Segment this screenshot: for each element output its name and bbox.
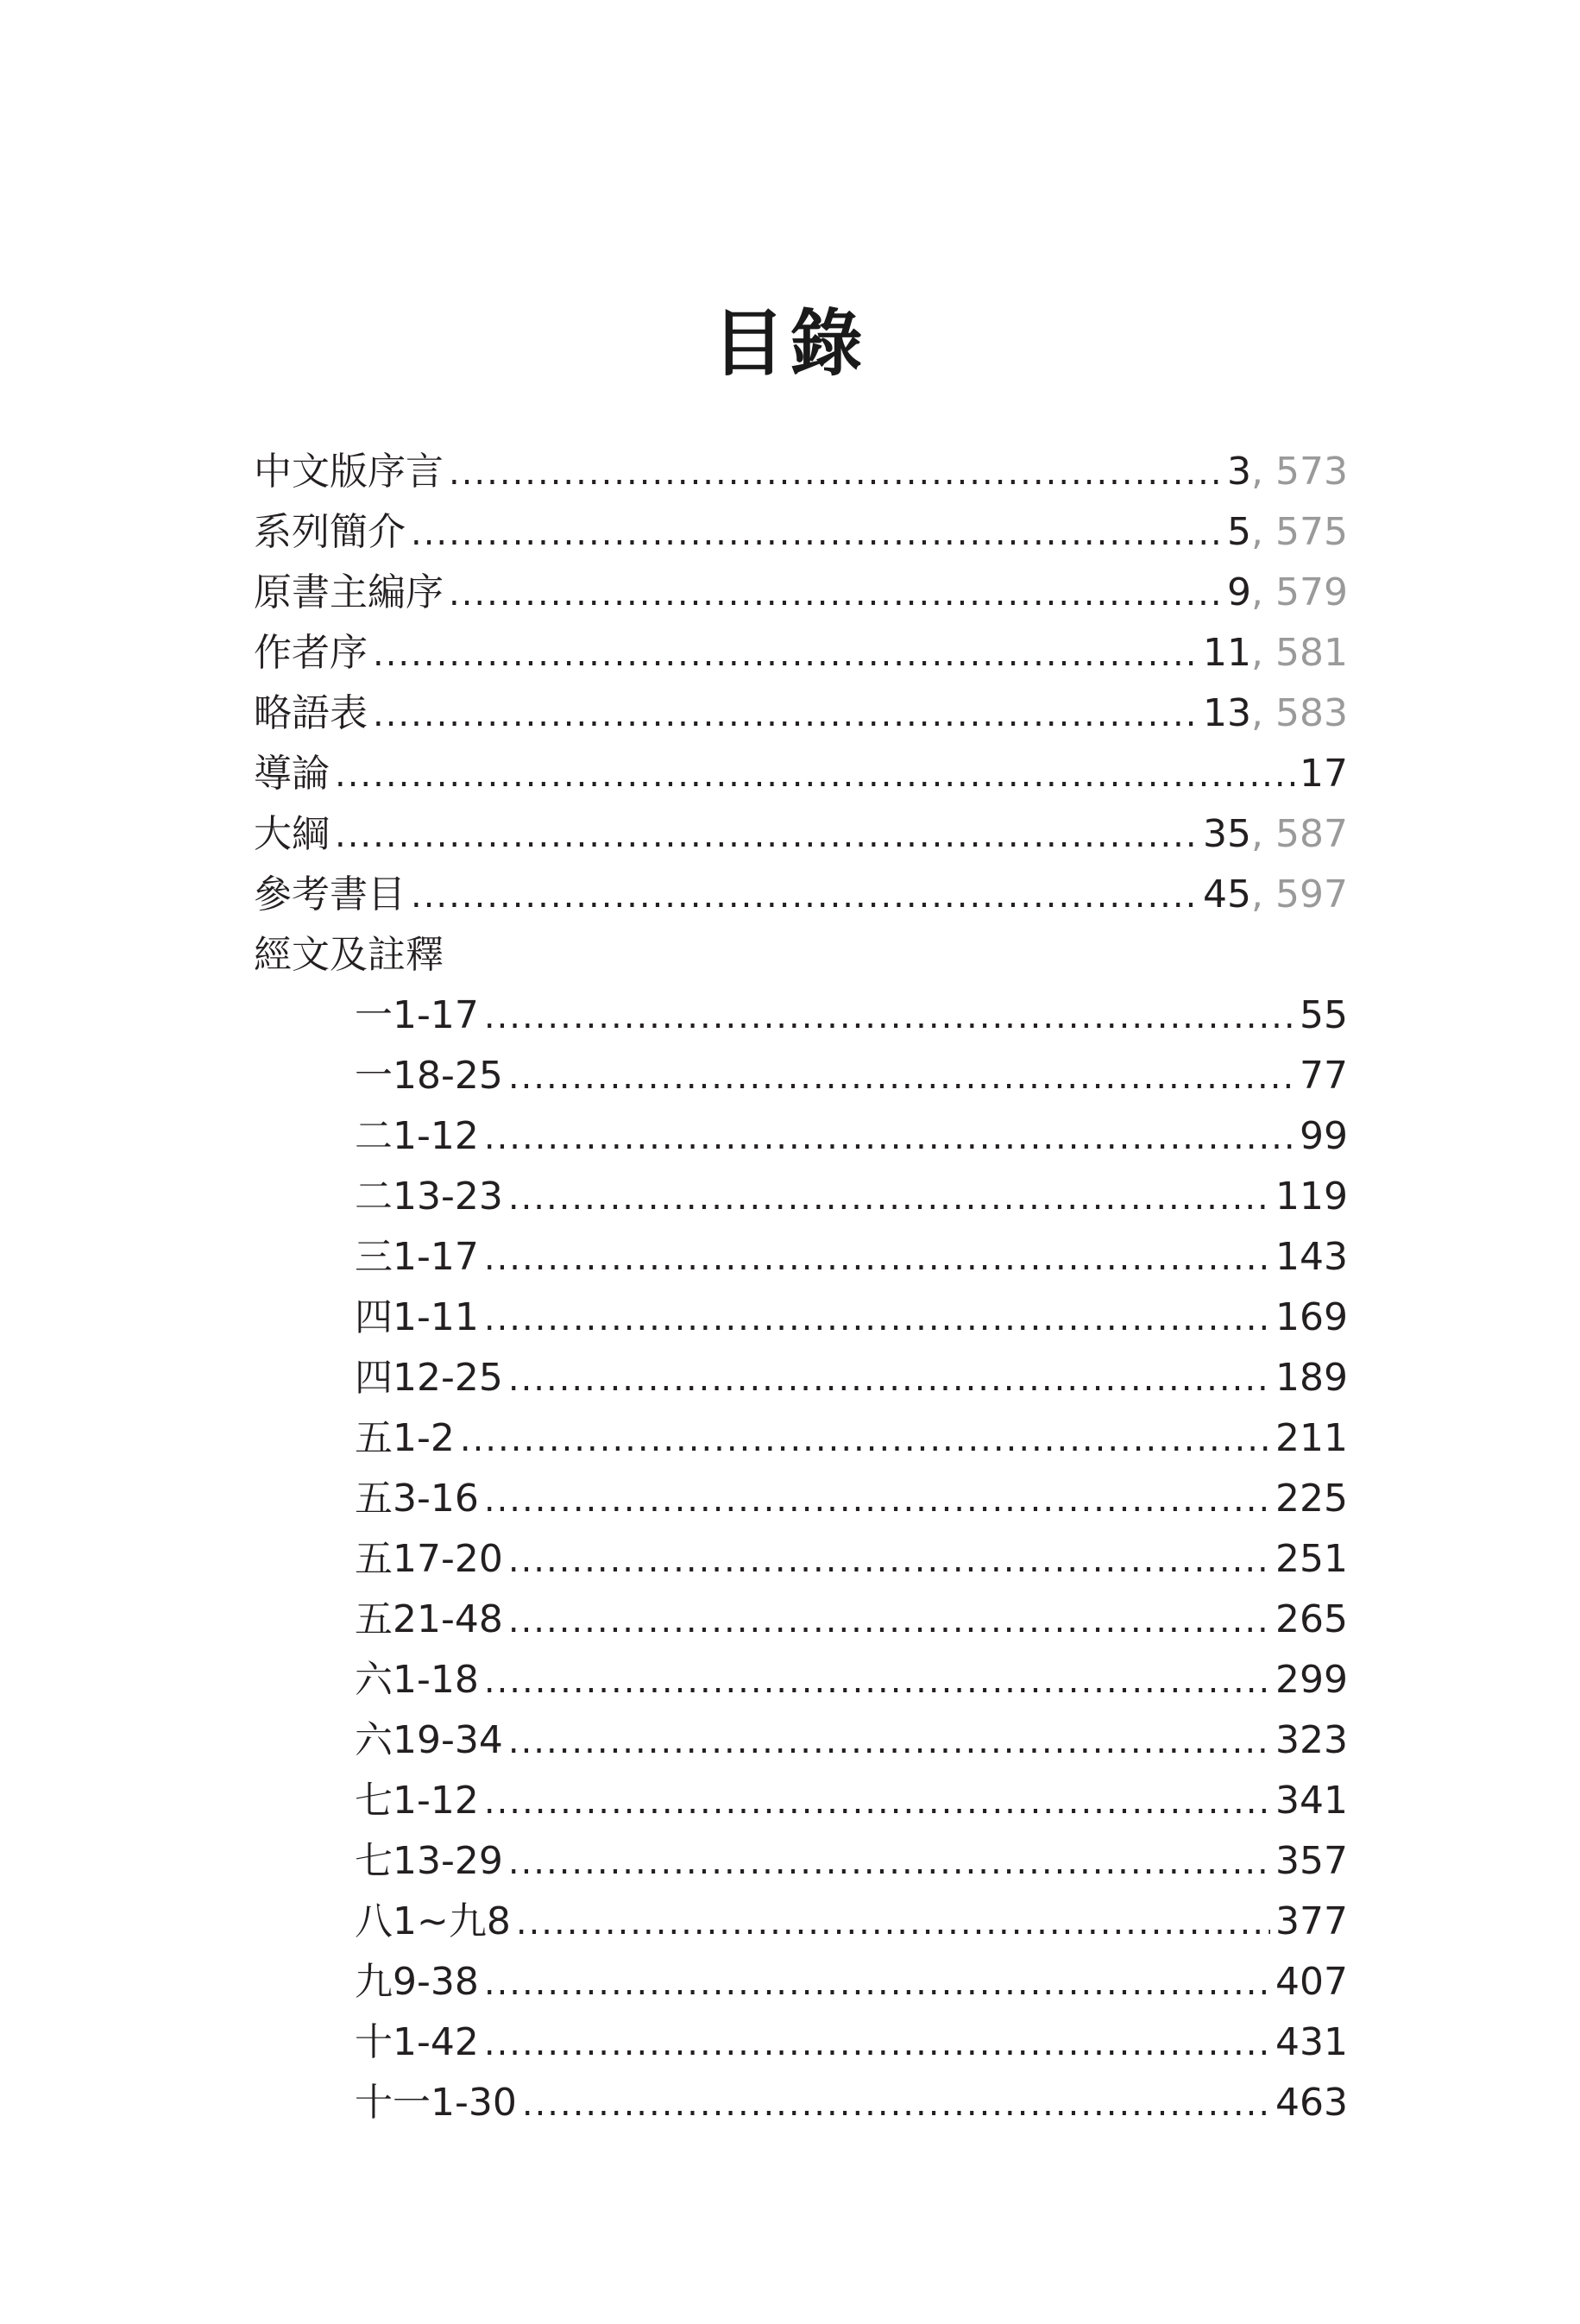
toc-sub-entry — [254, 1348, 1348, 1408]
toc-entry-alt-page: 583 — [1275, 691, 1348, 735]
toc-sub-entry — [254, 1952, 1348, 2012]
toc-sub-entry-label: 四1-11 — [355, 1295, 479, 1339]
toc-entry — [254, 623, 1348, 683]
toc-entry — [254, 563, 1348, 623]
toc-sub-entry — [254, 1469, 1348, 1529]
toc-sub-entry — [254, 1831, 1348, 1892]
dot-leader — [484, 1288, 1270, 1349]
dot-leader — [484, 1228, 1270, 1288]
toc-entry-label: 中文版序言 — [254, 450, 444, 494]
toc-sub-entry-page: 119 — [1275, 1175, 1348, 1219]
toc-sub-entry-label: 十一1-30 — [355, 2081, 517, 2125]
toc-sub-entry-page: 463 — [1275, 2081, 1348, 2125]
toc-sub-entry-label: 八1~九8 — [355, 1899, 511, 1943]
toc-entry — [254, 865, 1348, 925]
toc-section-label: 經文及註釋 — [254, 933, 444, 977]
toc-entry-page: 11 — [1203, 631, 1252, 675]
toc-sub-entry-label: 五1-2 — [355, 1416, 455, 1460]
dot-leader — [484, 986, 1294, 1047]
toc-sub-entry — [254, 1710, 1348, 1771]
toc-sub-entry-label: 五3-16 — [355, 1477, 479, 1521]
toc-sub-entry-label: 一18-25 — [355, 1054, 503, 1098]
toc-sub-entry-page: 99 — [1300, 1114, 1348, 1158]
toc-sub-entry-page: 55 — [1300, 993, 1348, 1037]
toc-entry-page: 3 — [1227, 450, 1252, 494]
dot-leader — [411, 503, 1222, 564]
toc-sub-entry — [254, 1892, 1348, 1952]
toc-sub-entry-label: 九9-38 — [355, 1960, 479, 2004]
toc-entry-page: 45 — [1203, 872, 1252, 916]
dot-leader — [460, 1409, 1270, 1470]
toc-sub-entry-page: 357 — [1275, 1839, 1348, 1883]
toc-sub-entry-page: 77 — [1300, 1054, 1348, 1098]
toc-sub-entry-label: 十1-42 — [355, 2020, 479, 2064]
dot-leader — [484, 1651, 1270, 1711]
toc-sub-entry-page: 377 — [1275, 1899, 1348, 1943]
toc-entry-label: 系列簡介 — [254, 510, 406, 554]
toc-entry-alt-page: 575 — [1275, 510, 1348, 554]
dot-leader — [508, 1530, 1270, 1590]
dot-leader — [516, 1893, 1270, 1953]
toc-entry-page: 5 — [1227, 510, 1252, 554]
toc-entry-alt-page: 579 — [1275, 570, 1348, 614]
dot-leader — [522, 2074, 1270, 2134]
page-title: 目錄 — [712, 301, 868, 387]
toc-sub-entry-label: 六19-34 — [355, 1718, 503, 1762]
page-separator: , — [1251, 450, 1264, 494]
page-separator: , — [1251, 631, 1264, 675]
dot-leader — [484, 1470, 1270, 1530]
toc-sub-entry-page: 189 — [1275, 1356, 1348, 1400]
toc-sub-entry-label: 四12-25 — [355, 1356, 503, 1400]
toc-sub-entry-label: 五21-48 — [355, 1597, 503, 1641]
toc-sub-entry-page: 323 — [1275, 1718, 1348, 1762]
dot-leader — [508, 1832, 1270, 1893]
toc-entry-label: 導論 — [254, 752, 330, 796]
toc-sub-entry-page: 143 — [1275, 1235, 1348, 1279]
dot-leader — [484, 1772, 1270, 1832]
page-separator: , — [1251, 570, 1264, 614]
toc-sub-entry — [254, 986, 1348, 1046]
toc-entry-label: 作者序 — [254, 631, 368, 675]
toc-sub-entry — [254, 1529, 1348, 1590]
toc-entry — [254, 502, 1348, 563]
toc-sub-entry — [254, 1650, 1348, 1710]
toc-entry-label: 大綱 — [254, 812, 330, 856]
toc-entry — [254, 442, 1348, 502]
toc-sub-entry-label: 五17-20 — [355, 1537, 503, 1581]
toc-sub-entry-page: 407 — [1275, 1960, 1348, 2004]
toc-entry-page: 35 — [1203, 812, 1252, 856]
dot-leader — [411, 866, 1198, 926]
toc-sub-entry-page: 169 — [1275, 1295, 1348, 1339]
toc-entry-alt-page: 587 — [1275, 812, 1348, 856]
toc-sub-entry — [254, 1408, 1348, 1469]
toc-sub-entry-label: 三1-17 — [355, 1235, 479, 1279]
dot-leader — [484, 1953, 1270, 2013]
toc-sub-entry — [254, 1590, 1348, 1650]
dot-leader — [335, 805, 1198, 866]
page-separator: , — [1251, 691, 1264, 735]
dot-leader — [508, 1168, 1270, 1228]
toc-entry-label: 原書主編序 — [254, 570, 444, 614]
toc-entry — [254, 744, 1348, 804]
toc-sub-entry — [254, 1106, 1348, 1167]
toc-sub-entry — [254, 2073, 1348, 2133]
toc-sub-entry — [254, 2012, 1348, 2073]
toc-sub-entry-label: 二1-12 — [355, 1114, 479, 1158]
toc-sub-entry-page: 211 — [1275, 1416, 1348, 1460]
toc-sub-entry-page: 341 — [1275, 1779, 1348, 1823]
page-separator: , — [1251, 510, 1264, 554]
page-separator: , — [1251, 812, 1264, 856]
toc-entry-alt-page: 581 — [1275, 631, 1348, 675]
toc-sub-entry — [254, 1167, 1348, 1227]
dot-leader — [508, 1047, 1294, 1107]
toc-entry — [254, 804, 1348, 865]
toc-sub-entry-page: 265 — [1275, 1597, 1348, 1641]
dot-leader — [508, 1349, 1270, 1409]
toc-section-heading — [254, 925, 1348, 986]
toc-sub-entry-page: 251 — [1275, 1537, 1348, 1581]
dot-leader — [335, 745, 1294, 805]
dot-leader — [449, 443, 1222, 503]
toc-sub-entry — [254, 1771, 1348, 1831]
toc-entry — [254, 683, 1348, 744]
toc-sub-entry-label: 六1-18 — [355, 1658, 479, 1702]
table-of-contents — [254, 442, 1348, 2133]
toc-entry-page: 13 — [1203, 691, 1252, 735]
toc-sub-entry — [254, 1288, 1348, 1348]
toc-entry-alt-page: 597 — [1275, 872, 1348, 916]
dot-leader — [373, 624, 1198, 684]
toc-sub-entry — [254, 1046, 1348, 1106]
page-separator: , — [1251, 872, 1264, 916]
toc-sub-entry-label: 二13-23 — [355, 1175, 503, 1219]
toc-sub-entry-page: 225 — [1275, 1477, 1348, 1521]
toc-sub-entry — [254, 1227, 1348, 1288]
toc-sub-entry-label: 一1-17 — [355, 993, 479, 1037]
toc-entry-alt-page: 573 — [1275, 450, 1348, 494]
dot-leader — [508, 1590, 1270, 1651]
dot-leader — [484, 2013, 1270, 2074]
toc-entry-page: 17 — [1300, 752, 1348, 796]
toc-entry-label: 略語表 — [254, 691, 368, 735]
dot-leader — [484, 1107, 1294, 1168]
toc-sub-entry-page: 431 — [1275, 2020, 1348, 2064]
toc-entry-page: 9 — [1227, 570, 1252, 614]
dot-leader — [508, 1711, 1270, 1772]
toc-sub-entry-page: 299 — [1275, 1658, 1348, 1702]
toc-entry-label: 參考書目 — [254, 872, 406, 916]
toc-sub-entry-label: 七1-12 — [355, 1779, 479, 1823]
toc-sub-entry-label: 七13-29 — [355, 1839, 503, 1883]
dot-leader — [373, 684, 1198, 745]
dot-leader — [449, 564, 1222, 624]
